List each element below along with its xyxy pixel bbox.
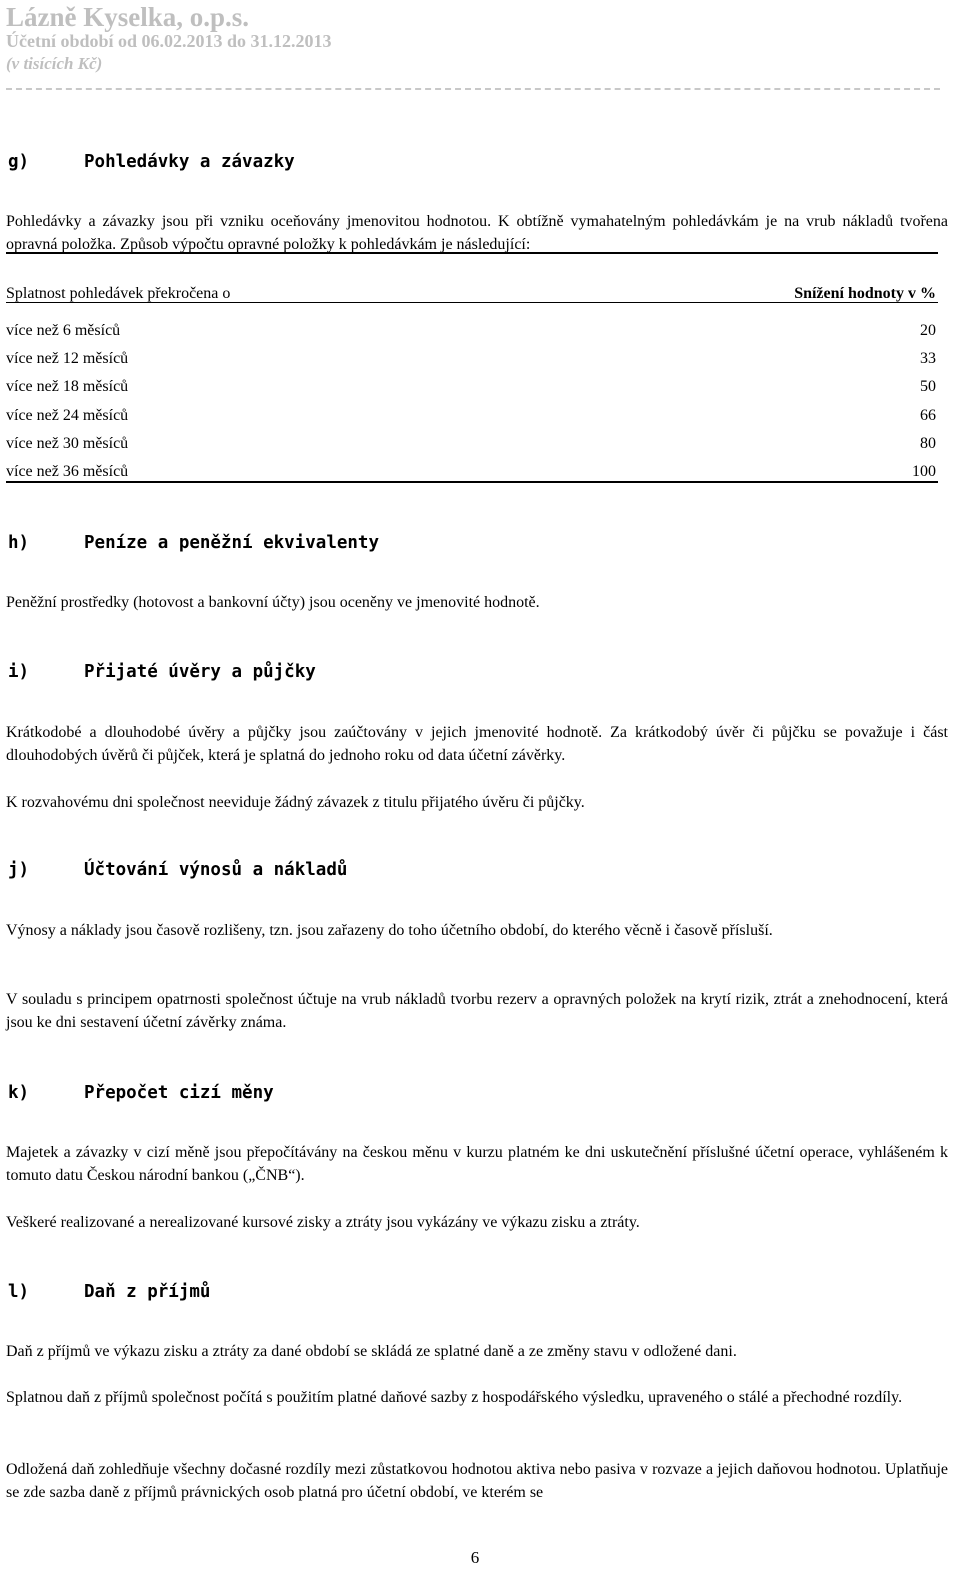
row-period: více než 30 měsíců	[6, 434, 129, 452]
section-title: Přijaté úvěry a půjčky	[84, 662, 316, 682]
section-h-paragraph-1: Peněžní prostředky (hotovost a bankovní účty) jsou oceněny ve jmenovité hodnotě.	[6, 594, 540, 611]
section-letter: k)	[8, 1083, 30, 1103]
row-percent: 66	[920, 406, 936, 424]
section-title: Peníze a peněžní ekvivalenty	[84, 533, 380, 553]
header-divider	[6, 88, 940, 90]
table-body	[6, 318, 938, 487]
table-header-reduction: Snížení hodnoty v %	[794, 285, 936, 302]
row-period: více než 6 měsíců	[6, 322, 121, 339]
company-name: Lázně Kyselka, o.p.s.	[6, 2, 250, 32]
section-l-paragraph-2: Splatnou daň z příjmů společnost počítá s použitím platné daňové sazby z hospodářského výsledku, upraveného o stálé a přechodné rozdíly.	[6, 1389, 903, 1406]
section-j-paragraph-1: Výnosy a náklady jsou časově rozlišeny, tzn. jsou zařazeny do toho účetního období, do kterého věcně i časově přísluší.	[6, 922, 773, 939]
section-l-paragraph-3: Odložená daň zohledňuje všechny dočasné rozdíly mezi zůstatkovou hodnotou aktiva nebo pasiva v rozvaze a jejich daňovou hodnotou. Uplatňuje se zde sazba daně z příjmů právnických osob platná pro účetní období, ve kterém se	[6, 1461, 948, 1501]
page-number: 6	[470, 1548, 480, 1567]
table-top-rule	[6, 252, 938, 254]
table-bottom-rule	[6, 481, 938, 483]
row-period: více než 12 měsíců	[6, 350, 129, 368]
section-letter: i)	[8, 662, 30, 682]
row-percent: 20	[920, 322, 936, 339]
currency-units: (v tisících Kč)	[6, 54, 103, 73]
section-i-paragraph-1: Krátkodobé a dlouhodobé úvěry a půjčky jsou zaúčtovány v jejich jmenovité hodnotě. Za krátkodobý úvěr či půjčku se považuje i část dlouhodobých úvěrů či půjček, která je splatná do jednoho roku od data účetní závěrky.	[6, 724, 948, 764]
section-k-paragraph-1: Majetek a závazky v cizí měně jsou přepočítávány na českou měnu v kurzu platném ke dni uskutečnění příslušné účetní operace, vyhlášeném k tomuto datu Českou národní bankou („ČNB“).	[6, 1144, 948, 1184]
section-title: Pohledávky a závazky	[84, 152, 295, 172]
accounting-period: Účetní období od 06.02.2013 do 31.12.2013	[6, 31, 332, 51]
section-l-paragraph-1: Daň z příjmů ve výkazu zisku a ztráty za dané období se skládá ze splatné daně a ze změny stavu v odložené dani.	[6, 1343, 737, 1360]
table-header-overdue: Splatnost pohledávek překročena o	[6, 285, 231, 302]
row-period: více než 36 měsíců	[6, 462, 129, 480]
section-title: Přepočet cizí měny	[84, 1083, 274, 1103]
allowance-table	[6, 252, 938, 484]
row-percent: 80	[920, 434, 936, 452]
section-j-paragraph-2: V souladu s principem opatrnosti společnost účtuje na vrub nákladů tvorbu rezerv a opravných položek na krytí rizik, ztrát a znehodnocení, která jsou ke dni sestavení účetní závěrky známa.	[6, 991, 948, 1031]
table-row	[6, 374, 938, 402]
table-row	[6, 431, 938, 459]
table-row	[6, 403, 938, 431]
table-row	[6, 346, 938, 374]
row-period: více než 18 měsíců	[6, 378, 129, 396]
row-percent: 50	[920, 378, 936, 396]
table-header-rule	[6, 302, 938, 303]
section-g-paragraph-1: Pohledávky a závazky jsou při vzniku oceňovány jmenovitou hodnotou. K obtížně vymahatelným pohledávkám je na vrub nákladů tvořena opravná položka. Způsob výpočtu opravné položky k pohledávkám je následující:	[6, 213, 948, 253]
section-letter: g)	[8, 152, 30, 172]
row-percent: 100	[912, 462, 936, 480]
section-letter: l)	[8, 1282, 30, 1302]
table-row	[6, 318, 938, 346]
row-period: více než 24 měsíců	[6, 406, 129, 424]
section-title: Účtování výnosů a nákladů	[84, 860, 348, 880]
section-letter: j)	[8, 860, 30, 880]
row-percent: 33	[920, 350, 936, 368]
section-letter: h)	[8, 533, 30, 553]
section-k-paragraph-2: Veškeré realizované a nerealizované kursové zisky a ztráty jsou vykázány ve výkazu zisku a ztráty.	[6, 1214, 640, 1231]
section-i-paragraph-2: K rozvahovému dni společnost neeviduje žádný závazek z titulu přijatého úvěru či půjčky.	[6, 794, 585, 811]
section-title: Daň z příjmů	[84, 1282, 211, 1302]
